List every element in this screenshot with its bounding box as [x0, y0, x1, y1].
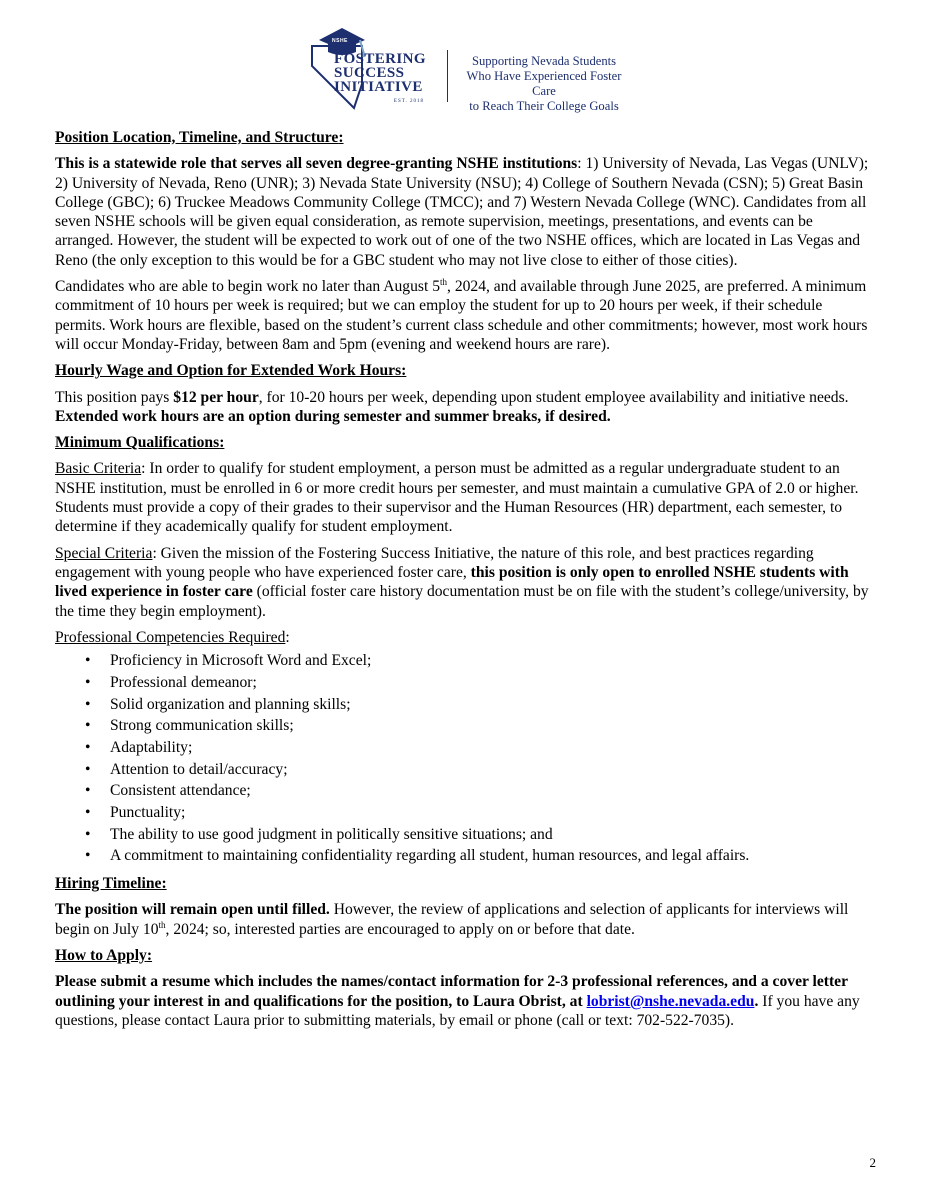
competencies-list [55, 650, 875, 867]
paragraph-basic-criteria: Basic Criteria: In order to qualify for student employment, a person must be admitted as a regular undergraduate student to an NSHE institution, must be enrolled in 6 or more credit hours per semester, and must maintain a cumulative GPA of 2.0 or higher. Students must provide a copy of their grades to their supervisor and the Human Resources (HR) department, each semester, to determine if they academically qualify for student employment. [55, 460, 859, 536]
paragraph-special-criteria: Special Criteria: Given the mission of the Fostering Success Initiative, the nature of this role, and best practices regarding engagement with young people who have experienced foster care, this position is only open to enrolled NSHE students with lived experience in foster care (official foster care history documentation must be on file with the student’s college/university, by the time they begin employment). [55, 544, 869, 620]
paragraph-statewide-role: This is a statewide role that serves all seven degree-granting NSHE institutions: 1) University of Nevada, Las Vegas (UNLV); 2) University of Nevada, Reno (UNR); 3) Nevada State University (NSU); 4) College of Southern Nevada (CSN); 5) Great Basin College (GBC); 6) Truckee Meadows Community College (TMCC); and 7) Western Nevada College (WNC). Candidates from all seven NSHE schools will be given equal consideration, as remote supervision, meetings, presentations, and events can be arranged. However, the student will be expected to work out of one of the two NSHE offices, which are located in Las Vegas and Reno (the only exception to this would be for a GBC student who may not live close to either of those cities). [55, 155, 869, 269]
paragraph-wage: This position pays $12 per hour, for 10-20 hours per week, depending upon student employee availability and initiative needs. Extended work hours are an option during semester and summer breaks, if desired. [55, 388, 849, 425]
bullet-icon: • [85, 652, 91, 670]
competencies-label: Professional Competencies Required: [55, 628, 290, 646]
bullet-icon: • [85, 760, 91, 778]
bullet-icon: • [85, 738, 91, 756]
list-item: • Adaptability; [55, 737, 875, 759]
tagline-line-1: Supporting Nevada Students [471, 54, 617, 68]
logo-established: EST. 2018 [393, 99, 424, 104]
section-heading-how-to-apply: How to Apply: [55, 947, 153, 965]
list-item: • Strong communication skills; [55, 715, 875, 737]
page-header [304, 22, 634, 114]
paragraph-timeline: Candidates who are able to begin work no later than August 5th, 2024, and available through June 2025, are preferred. A minimum commitment of 10 hours per week is required; but we can employ the student for up to 20 hours per week, if their schedule permits. Work hours are flexible, based on the student’s current class schedule and other commitments; however, most work hours will occur Monday-Friday, between 8am and 5pm (evening and weekend hours are rare). [55, 277, 868, 353]
page-number: 2 [869, 1155, 876, 1170]
tagline-line-2: Who Have Experienced Foster Care [466, 69, 622, 98]
bullet-icon: • [85, 695, 91, 713]
list-item: • Professional demeanor; [55, 672, 875, 694]
section-heading-hiring-timeline: Hiring Timeline: [55, 875, 167, 893]
paragraph-hiring-timeline: The position will remain open until filled. However, the review of applications and selection of applicants for interviews will begin on July 10th, 2024; so, interested parties are encouraged to apply on or before that date. [55, 901, 849, 938]
logo-line-2: SUCCESS [334, 65, 405, 81]
paragraph-how-to-apply: Please submit a resume which includes the names/contact information for 2-3 professional references, and a cover letter outlining your interest in and qualifications for the position, to Laura Obrist, at lobrist@nshe.nevada.edu. If you have any questions, please contact Laura prior to submitting materials, by email or phone (call or text: 702-522-7035). [55, 973, 860, 1029]
list-item: • The ability to use good judgment in politically sensitive situations; and [55, 824, 875, 846]
section-heading-qualifications: Minimum Qualifications: [55, 434, 225, 452]
list-item: • A commitment to maintaining confidentiality regarding all student, human resources, and legal affairs. [55, 845, 875, 867]
bullet-icon: • [85, 673, 91, 691]
bullet-icon: • [85, 825, 91, 843]
logo-wordmark [334, 52, 426, 109]
list-item: • Attention to detail/accuracy; [55, 759, 875, 781]
logo-line-1: FOSTERING [334, 51, 426, 67]
bullet-icon: • [85, 804, 91, 822]
tagline-line-3: to Reach Their College Goals [469, 99, 619, 113]
list-item: • Solid organization and planning skills; [55, 694, 875, 716]
section-heading-location: Position Location, Timeline, and Structure: [55, 129, 344, 146]
header-divider [447, 50, 448, 102]
list-item: • Consistent attendance; [55, 780, 875, 802]
email-link[interactable]: lobrist@nshe.nevada.edu [586, 992, 755, 1010]
graduation-cap-badge: NSHE [332, 38, 348, 44]
bullet-icon: • [85, 782, 91, 800]
document-body [55, 128, 875, 1037]
list-item: • Punctuality; [55, 802, 875, 824]
bullet-icon: • [85, 717, 91, 735]
list-item: • Proficiency in Microsoft Word and Excel; [55, 650, 875, 672]
tagline [454, 54, 634, 114]
section-heading-wage: Hourly Wage and Option for Extended Work Hours: [55, 362, 407, 380]
logo-line-3: INITIATIVE [334, 79, 423, 95]
bullet-icon: • [85, 847, 91, 865]
